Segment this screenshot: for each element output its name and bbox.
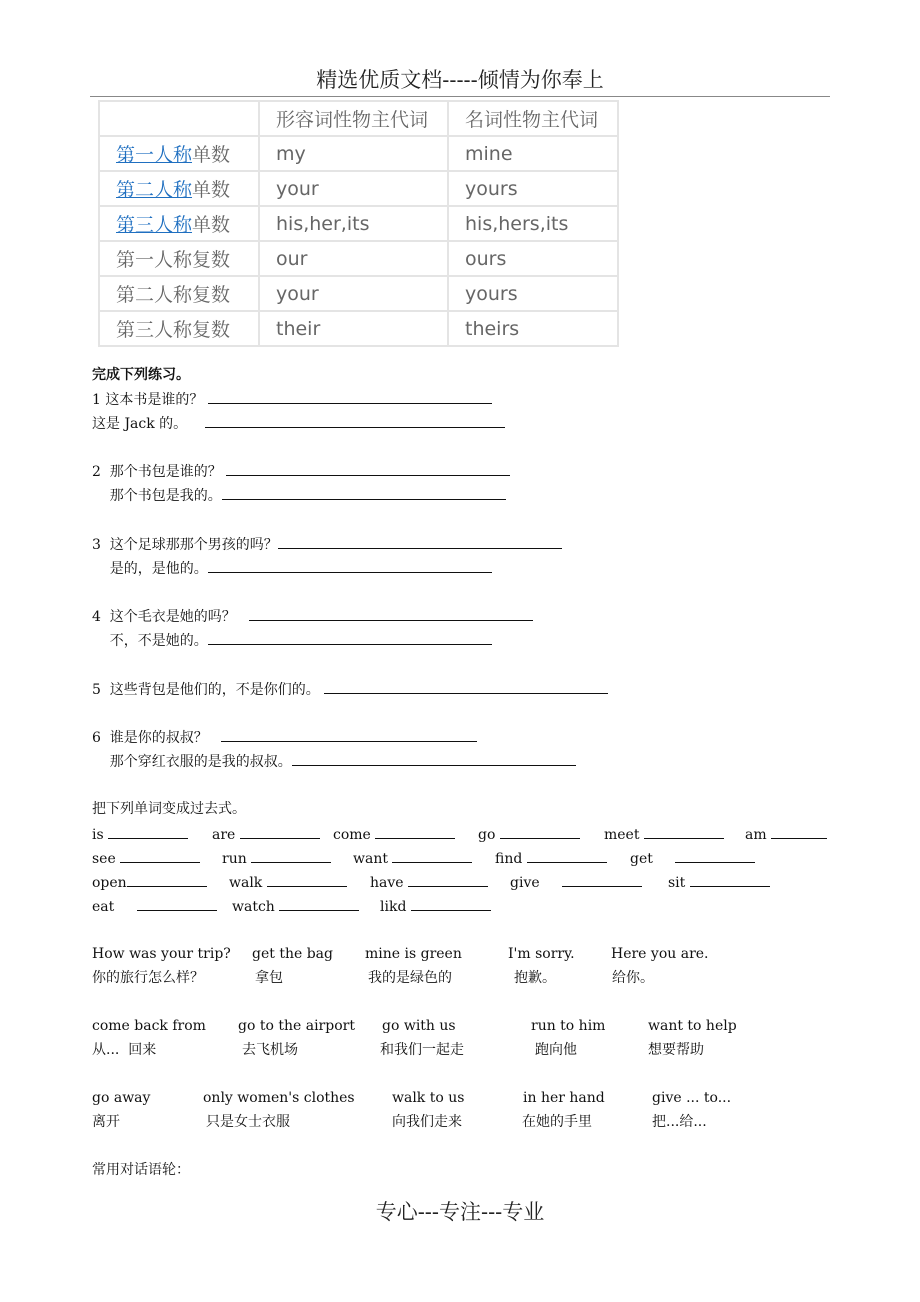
- answer-blank[interactable]: [226, 461, 510, 476]
- phrase-zh: 只是女士衣服: [206, 1114, 290, 1130]
- phrase-zh: 抱歉。: [514, 970, 556, 986]
- table-header-cell: 名词性物主代词: [448, 101, 618, 136]
- phrase-en: only women's clothes: [203, 1090, 355, 1106]
- word-label: is: [92, 827, 104, 843]
- phrase-zh: 想要帮助: [648, 1042, 704, 1058]
- word-item: [92, 896, 217, 917]
- phrase-zh: 我的是绿色的: [368, 970, 452, 986]
- exercise-line: [92, 630, 492, 651]
- exercise-line: [92, 727, 477, 748]
- phrase-zh: 把...给...: [652, 1114, 707, 1130]
- phrase-zh: 和我们一起走: [380, 1042, 464, 1058]
- exercise-line: [92, 461, 510, 482]
- answer-blank[interactable]: [267, 872, 347, 887]
- adjective-pronoun-cell: their: [259, 311, 448, 346]
- answer-blank[interactable]: [771, 824, 827, 839]
- dialog-title: 常用对话语轮：: [92, 1162, 190, 1178]
- answer-blank[interactable]: [278, 534, 562, 549]
- number-label: 单数: [192, 179, 231, 201]
- exercise-question: 是的，是他的。: [92, 561, 208, 577]
- table-row: [99, 241, 618, 276]
- word-item: [92, 824, 188, 845]
- table-header-row: [99, 101, 618, 136]
- table-row: [99, 276, 618, 311]
- word-item: [510, 872, 642, 893]
- answer-blank[interactable]: [375, 824, 455, 839]
- phrase-zh: 去飞机场: [242, 1042, 298, 1058]
- adjective-pronoun-cell: your: [259, 276, 448, 311]
- answer-blank[interactable]: [279, 896, 359, 911]
- exercise-question: 5 这些背包是他们的，不是你们的。: [92, 682, 320, 698]
- phrase-zh: 向我们走来: [392, 1114, 462, 1130]
- exercise-question: 2 那个书包是谁的？: [92, 464, 222, 480]
- word-item: [604, 824, 724, 845]
- answer-blank[interactable]: [644, 824, 724, 839]
- phrase-en: go away: [92, 1090, 151, 1106]
- word-item: [668, 872, 770, 893]
- word-item: [353, 848, 472, 869]
- person-cell: [99, 136, 259, 171]
- exercise-question: 1 这本书是谁的？: [92, 392, 204, 408]
- phrase-zh: 离开: [92, 1114, 120, 1130]
- phrase-en: Here you are.: [611, 946, 709, 962]
- page-footer: 专心---专注---专业: [375, 1200, 545, 1224]
- word-label: am: [745, 827, 767, 843]
- word-item: [92, 848, 200, 869]
- adjective-pronoun-cell: my: [259, 136, 448, 171]
- exercise-question: 不，不是她的。: [92, 633, 208, 649]
- exercise-question: 6 谁是你的叔叔？: [92, 730, 208, 746]
- word-label: meet: [604, 827, 640, 843]
- phrase-en: get the bag: [252, 946, 333, 962]
- exercise-question: 3 这个足球那那个男孩的吗？: [92, 537, 278, 553]
- table-row: [99, 311, 618, 346]
- word-label: find: [495, 851, 523, 867]
- answer-blank[interactable]: [527, 848, 607, 863]
- phrase-en: in her hand: [523, 1090, 605, 1106]
- answer-blank[interactable]: [411, 896, 491, 911]
- word-label: eat: [92, 899, 115, 915]
- exercise-title: 完成下列练习。: [92, 367, 190, 383]
- answer-blank[interactable]: [208, 630, 492, 645]
- phrase-en: mine is green: [365, 946, 462, 962]
- word-label: go: [478, 827, 496, 843]
- exercise-line: [92, 534, 562, 555]
- answer-blank[interactable]: [324, 679, 608, 694]
- table-header-cell: [99, 101, 259, 136]
- answer-blank[interactable]: [127, 872, 207, 887]
- word-label: get: [630, 851, 653, 867]
- word-label: are: [212, 827, 236, 843]
- word-label: want: [353, 851, 388, 867]
- answer-blank[interactable]: [120, 848, 200, 863]
- phrase-zh: 拿包: [255, 970, 283, 986]
- phrase-en: How was your trip?: [92, 946, 231, 962]
- exercise-line: [92, 485, 506, 506]
- phrase-zh: 从... 回来: [92, 1042, 157, 1058]
- table-header-cell: 形容词性物主代词: [259, 101, 448, 136]
- phrase-en: walk to us: [392, 1090, 465, 1106]
- phrase-zh: 给你。: [612, 970, 654, 986]
- word-item: [630, 848, 755, 869]
- phrase-en: give ... to...: [652, 1090, 732, 1106]
- answer-blank[interactable]: [675, 848, 755, 863]
- word-label: run: [222, 851, 247, 867]
- answer-blank[interactable]: [392, 848, 472, 863]
- table-row: [99, 136, 618, 171]
- word-item: [495, 848, 607, 869]
- word-item: [212, 824, 320, 845]
- table-row: [99, 206, 618, 241]
- answer-blank[interactable]: [137, 896, 217, 911]
- phrase-en: want to help: [648, 1018, 737, 1034]
- word-item: [478, 824, 580, 845]
- table-row: [99, 171, 618, 206]
- phrase-en: go to the airport: [238, 1018, 355, 1034]
- word-label: give: [510, 875, 540, 891]
- person-link[interactable]: 第一人称: [116, 144, 193, 166]
- word-label: sit: [668, 875, 686, 891]
- word-label: come: [333, 827, 371, 843]
- answer-blank[interactable]: [249, 606, 533, 621]
- person-link[interactable]: 第二人称: [116, 179, 193, 201]
- phrase-en: go with us: [382, 1018, 456, 1034]
- adjective-pronoun-cell: your: [259, 171, 448, 206]
- number-label: 单数: [192, 214, 231, 236]
- past-tense-title: 把下列单词变成过去式。: [92, 801, 246, 817]
- answer-blank[interactable]: [221, 727, 477, 742]
- phrase-zh: 在她的手里: [522, 1114, 592, 1130]
- pronoun-table: [98, 100, 619, 347]
- answer-blank[interactable]: [690, 872, 770, 887]
- number-label: 单数: [192, 144, 231, 166]
- person-cell: [99, 206, 259, 241]
- word-label: open: [92, 875, 127, 891]
- person-cell: 第三人称复数: [99, 311, 259, 346]
- person-cell: 第一人称复数: [99, 241, 259, 276]
- noun-pronoun-cell: theirs: [448, 311, 618, 346]
- word-item: [222, 848, 331, 869]
- exercise-line: [92, 558, 492, 579]
- answer-blank[interactable]: [108, 824, 188, 839]
- phrase-en: I'm sorry.: [508, 946, 575, 962]
- answer-blank[interactable]: [222, 485, 506, 500]
- phrase-en: run to him: [531, 1018, 606, 1034]
- exercise-question: 这是 Jack 的。: [92, 416, 188, 432]
- answer-blank[interactable]: [208, 558, 492, 573]
- word-label: see: [92, 851, 116, 867]
- word-item: [333, 824, 455, 845]
- noun-pronoun-cell: mine: [448, 136, 618, 171]
- adjective-pronoun-cell: his,her,its: [259, 206, 448, 241]
- noun-pronoun-cell: yours: [448, 171, 618, 206]
- exercise-line: [92, 413, 505, 434]
- person-link[interactable]: 第三人称: [116, 214, 193, 236]
- answer-blank[interactable]: [292, 751, 576, 766]
- answer-blank[interactable]: [208, 389, 492, 404]
- noun-pronoun-cell: yours: [448, 276, 618, 311]
- word-item: [745, 824, 827, 845]
- word-label: walk: [229, 875, 263, 891]
- answer-blank[interactable]: [205, 413, 505, 428]
- exercise-line: [92, 679, 608, 700]
- word-item: [229, 872, 347, 893]
- answer-blank[interactable]: [408, 872, 488, 887]
- answer-blank[interactable]: [240, 824, 320, 839]
- phrase-zh: 跑向他: [535, 1042, 577, 1058]
- answer-blank[interactable]: [500, 824, 580, 839]
- adjective-pronoun-cell: our: [259, 241, 448, 276]
- person-cell: [99, 171, 259, 206]
- phrase-en: come back from: [92, 1018, 206, 1034]
- answer-blank[interactable]: [562, 872, 642, 887]
- exercise-line: [92, 389, 492, 410]
- noun-pronoun-cell: ours: [448, 241, 618, 276]
- answer-blank[interactable]: [251, 848, 331, 863]
- header-title: 精选优质文档-----倾情为你奉上: [316, 68, 604, 92]
- word-item: [232, 896, 359, 917]
- exercise-line: [92, 751, 576, 772]
- person-cell: 第二人称复数: [99, 276, 259, 311]
- word-item: [370, 872, 488, 893]
- header-divider: [90, 96, 830, 97]
- exercise-question: 4 这个毛衣是她的吗？: [92, 609, 236, 625]
- exercise-line: [92, 606, 533, 627]
- word-label: likd: [380, 899, 407, 915]
- word-item: [380, 896, 491, 917]
- word-label: watch: [232, 899, 275, 915]
- word-label: have: [370, 875, 404, 891]
- word-item: [92, 872, 207, 893]
- noun-pronoun-cell: his,hers,its: [448, 206, 618, 241]
- phrase-zh: 你的旅行怎么样？: [92, 970, 204, 986]
- exercise-question: 那个书包是我的。: [92, 488, 222, 504]
- exercise-question: 那个穿红衣服的是我的叔叔。: [92, 754, 292, 770]
